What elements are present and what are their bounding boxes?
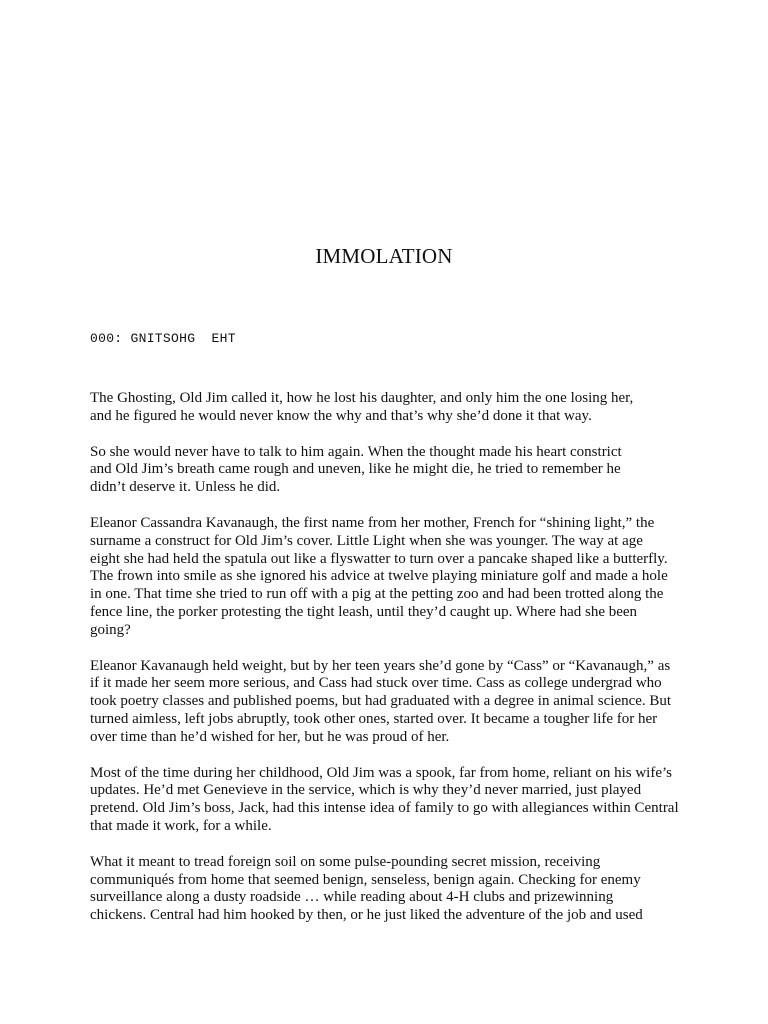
text-line: in one. That time she tried to run off with a pig at the petting zoo and had been trotted along the bbox=[90, 586, 664, 603]
text-line: The frown into smile as she ignored his advice at twelve playing miniature golf and made a hole bbox=[90, 568, 668, 585]
text-line: eight she had held the spatula out like a flyswatter to turn over a pancake shaped like a butterfly. bbox=[90, 550, 668, 567]
text-line: What it meant to tread foreign soil on some pulse-pounding secret mission, receiving bbox=[90, 853, 601, 870]
text-line: The Ghosting, Old Jim called it, how he lost his daughter, and only him the one losing her, bbox=[90, 390, 634, 406]
paragraph bbox=[90, 390, 690, 426]
text-line: Eleanor Cassandra Kavanaugh, the first name from her mother, French for “shining light,” the bbox=[90, 514, 655, 531]
text-line: Most of the time during her childhood, Old Jim was a spook, far from home, reliant on his wife’s bbox=[90, 764, 672, 781]
text-line: Eleanor Kavanaugh held weight, but by her teen years she’d gone by “Cass” or “Kavanaugh,” as bbox=[90, 657, 671, 674]
text-line: and Old Jim’s breath came rough and uneven, like he might die, he tried to remember he bbox=[90, 461, 621, 478]
section-heading: 000: GNITSOHG EHT bbox=[90, 331, 236, 346]
paragraph bbox=[90, 444, 690, 497]
text-line: turned aimless, left jobs abruptly, took other ones, started over. It became a tougher life for her bbox=[90, 710, 658, 727]
body-text bbox=[90, 390, 690, 943]
text-line: So she would never have to talk to him again. When the thought made his heart constrict bbox=[90, 443, 622, 460]
paragraph bbox=[90, 658, 690, 747]
text-line: pretend. Old Jim’s boss, Jack, had this intense idea of family to go with allegiances within Central bbox=[90, 800, 679, 817]
text-line: updates. He’d met Genevieve in the service, which is why they’d never married, just played bbox=[90, 782, 642, 799]
document-title: IMMOLATION bbox=[315, 244, 453, 268]
text-line: took poetry classes and published poems, but had graduated with a degree in animal science. But bbox=[90, 693, 672, 710]
paragraph bbox=[90, 765, 690, 836]
text-line: communiqués from home that seemed benign, senseless, benign again. Checking for enemy bbox=[90, 871, 641, 888]
text-line: and he figured he would never know the why and that’s why she’d done it that way. bbox=[90, 407, 592, 424]
text-line: fence line, the porker protesting the tight leash, until they’d caught up. Where had she been bbox=[90, 603, 638, 620]
paragraph bbox=[90, 515, 690, 640]
text-line: chickens. Central had him hooked by then, or he just liked the adventure of the job and used bbox=[90, 907, 643, 924]
text-line: going? bbox=[90, 621, 131, 638]
text-line: if it made her seem more serious, and Cass had stuck over time. Cass as college undergrad who bbox=[90, 675, 662, 692]
text-line: surname a construct for Old Jim’s cover. Little Light when she was younger. The way at age bbox=[90, 532, 643, 549]
text-line: over time than he’d wished for her, but he was proud of her. bbox=[90, 728, 450, 745]
text-line: didn’t deserve it. Unless he did. bbox=[90, 479, 281, 496]
text-line: surveillance along a dusty roadside … while reading about 4-H clubs and prizewinning bbox=[90, 889, 614, 906]
paragraph bbox=[90, 854, 690, 925]
text-line: that made it work, for a while. bbox=[90, 817, 272, 834]
